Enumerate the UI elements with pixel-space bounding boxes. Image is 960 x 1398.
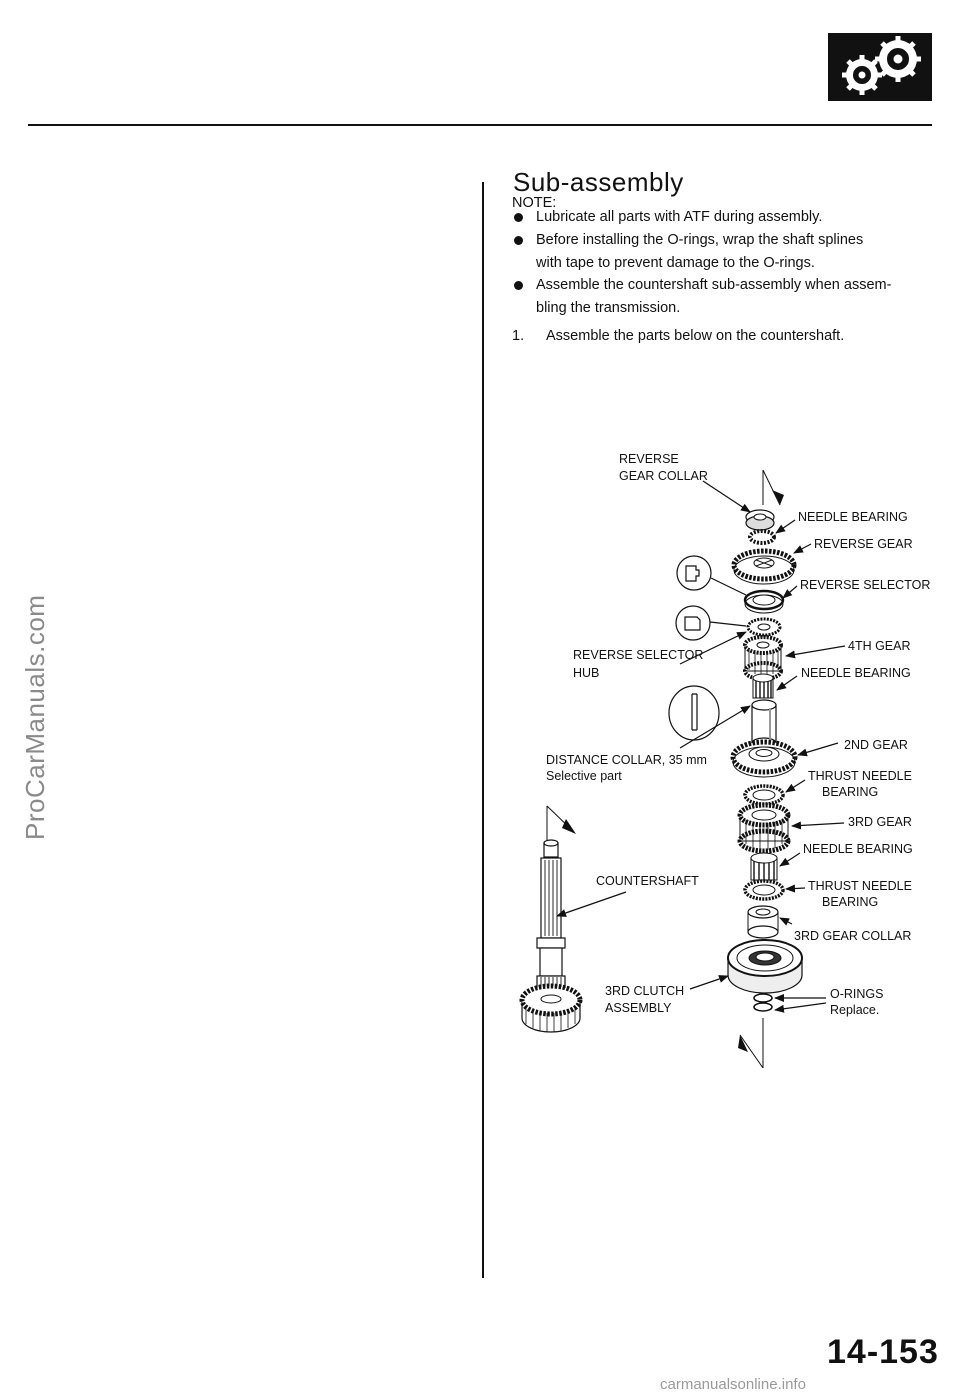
footer-watermark: carmanualsonline.info — [660, 1376, 806, 1393]
label-reverse-selector-hub-1: REVERSE SELECTOR — [573, 648, 704, 662]
note-bullet-3: Assemble the countershaft sub-assembly when assem- — [536, 274, 891, 296]
reverse-selector-part — [745, 591, 783, 613]
leader-countershaft — [557, 892, 626, 916]
leader-needle-bearing-top — [776, 520, 795, 533]
label-reverse-selector: REVERSE SELECTOR — [800, 578, 931, 592]
distance-collar-detail — [669, 686, 719, 740]
label-needle-bearing-mid: NEEDLE BEARING — [801, 666, 911, 680]
second-gear-part — [733, 742, 795, 777]
leader-reverse-selector — [783, 586, 797, 598]
leader-fourth-gear — [786, 646, 845, 656]
label-second-gear: 2ND GEAR — [844, 738, 908, 752]
leader-thrust-lower — [786, 888, 805, 889]
thrust-needle-bearing-lower-part — [745, 881, 783, 899]
note-bullet-2-cont: with tape to prevent damage to the O-rings. — [536, 255, 815, 271]
page-number: 14-153 — [827, 1333, 939, 1371]
label-reverse-selector-hub-2: HUB — [573, 666, 600, 680]
label-countershaft: COUNTERSHAFT — [596, 874, 699, 888]
label-distance-collar-1: DISTANCE COLLAR, 35 mm — [546, 753, 707, 767]
note-bullet-2: Before installing the O-rings, wrap the shaft splines — [536, 229, 863, 251]
label-reverse-gear-collar-1: REVERSE — [619, 452, 679, 466]
leader-needle-bearing-low — [780, 853, 800, 866]
label-third-clutch-2: ASSEMBLY — [605, 1001, 672, 1015]
reverse-selector-hub-detail — [676, 606, 746, 640]
label-third-gear: 3RD GEAR — [848, 815, 912, 829]
third-gear-collar-part — [748, 906, 778, 938]
label-thrust-upper-1: THRUST NEEDLE — [808, 769, 912, 783]
note-bullet-3-cont: bling the transmission. — [536, 300, 681, 316]
needle-bearing-mid-part — [753, 674, 773, 698]
third-gear-part — [740, 805, 788, 851]
note-label: NOTE: — [512, 195, 557, 211]
o-rings-part — [754, 994, 772, 1011]
leader-third-gear — [792, 823, 844, 826]
countershaft-part — [522, 840, 580, 1032]
leader-o-ring-2 — [775, 1003, 826, 1010]
needle-bearing-low-part — [751, 853, 777, 880]
thrust-needle-bearing-upper-part — [745, 786, 783, 804]
label-o-rings-1: O-RINGS — [830, 987, 884, 1001]
leader-needle-bearing-mid — [777, 676, 797, 690]
leader-thrust-upper — [786, 780, 805, 792]
needle-bearing-top-part — [750, 531, 774, 543]
leader-second-gear — [798, 743, 838, 755]
label-third-clutch-1: 3RD CLUTCH — [605, 984, 685, 998]
reverse-selector-hub-part — [748, 619, 780, 635]
step-number: 1. — [512, 328, 525, 344]
label-thrust-lower-1: THRUST NEEDLE — [808, 879, 912, 893]
label-needle-bearing-low: NEEDLE BEARING — [803, 842, 913, 856]
leader-reverse-gear-collar — [703, 481, 750, 512]
reverse-gear-collar-part — [746, 510, 774, 530]
section-title: Sub-assembly — [513, 167, 684, 197]
label-reverse-gear: REVERSE GEAR — [814, 537, 913, 551]
label-needle-bearing-top: NEEDLE BEARING — [798, 510, 908, 524]
label-o-rings-2: Replace. — [830, 1003, 880, 1017]
countershaft-axis — [547, 806, 574, 840]
label-thrust-upper-2: BEARING — [822, 785, 879, 799]
third-clutch-assembly-part — [728, 940, 802, 993]
label-third-gear-collar: 3RD GEAR COLLAR — [794, 929, 912, 943]
side-watermark: ProCarManuals.com — [20, 594, 50, 840]
fourth-gear-part — [745, 637, 781, 679]
label-reverse-gear-collar-2: GEAR COLLAR — [619, 469, 708, 483]
label-fourth-gear: 4TH GEAR — [848, 639, 911, 653]
distance-collar-part — [752, 700, 776, 748]
reverse-gear-part — [734, 551, 794, 584]
step-text: Assemble the parts below on the countershaft. — [546, 328, 845, 344]
leader-reverse-gear — [794, 544, 811, 553]
note-bullet-1: Lubricate all parts with ATF during assembly. — [536, 206, 822, 228]
diagram-labels — [546, 452, 930, 1017]
label-distance-collar-2: Selective part — [546, 769, 622, 783]
leader-third-gear-collar — [780, 918, 792, 924]
label-thrust-lower-2: BEARING — [822, 895, 879, 909]
leader-third-clutch — [690, 976, 728, 989]
